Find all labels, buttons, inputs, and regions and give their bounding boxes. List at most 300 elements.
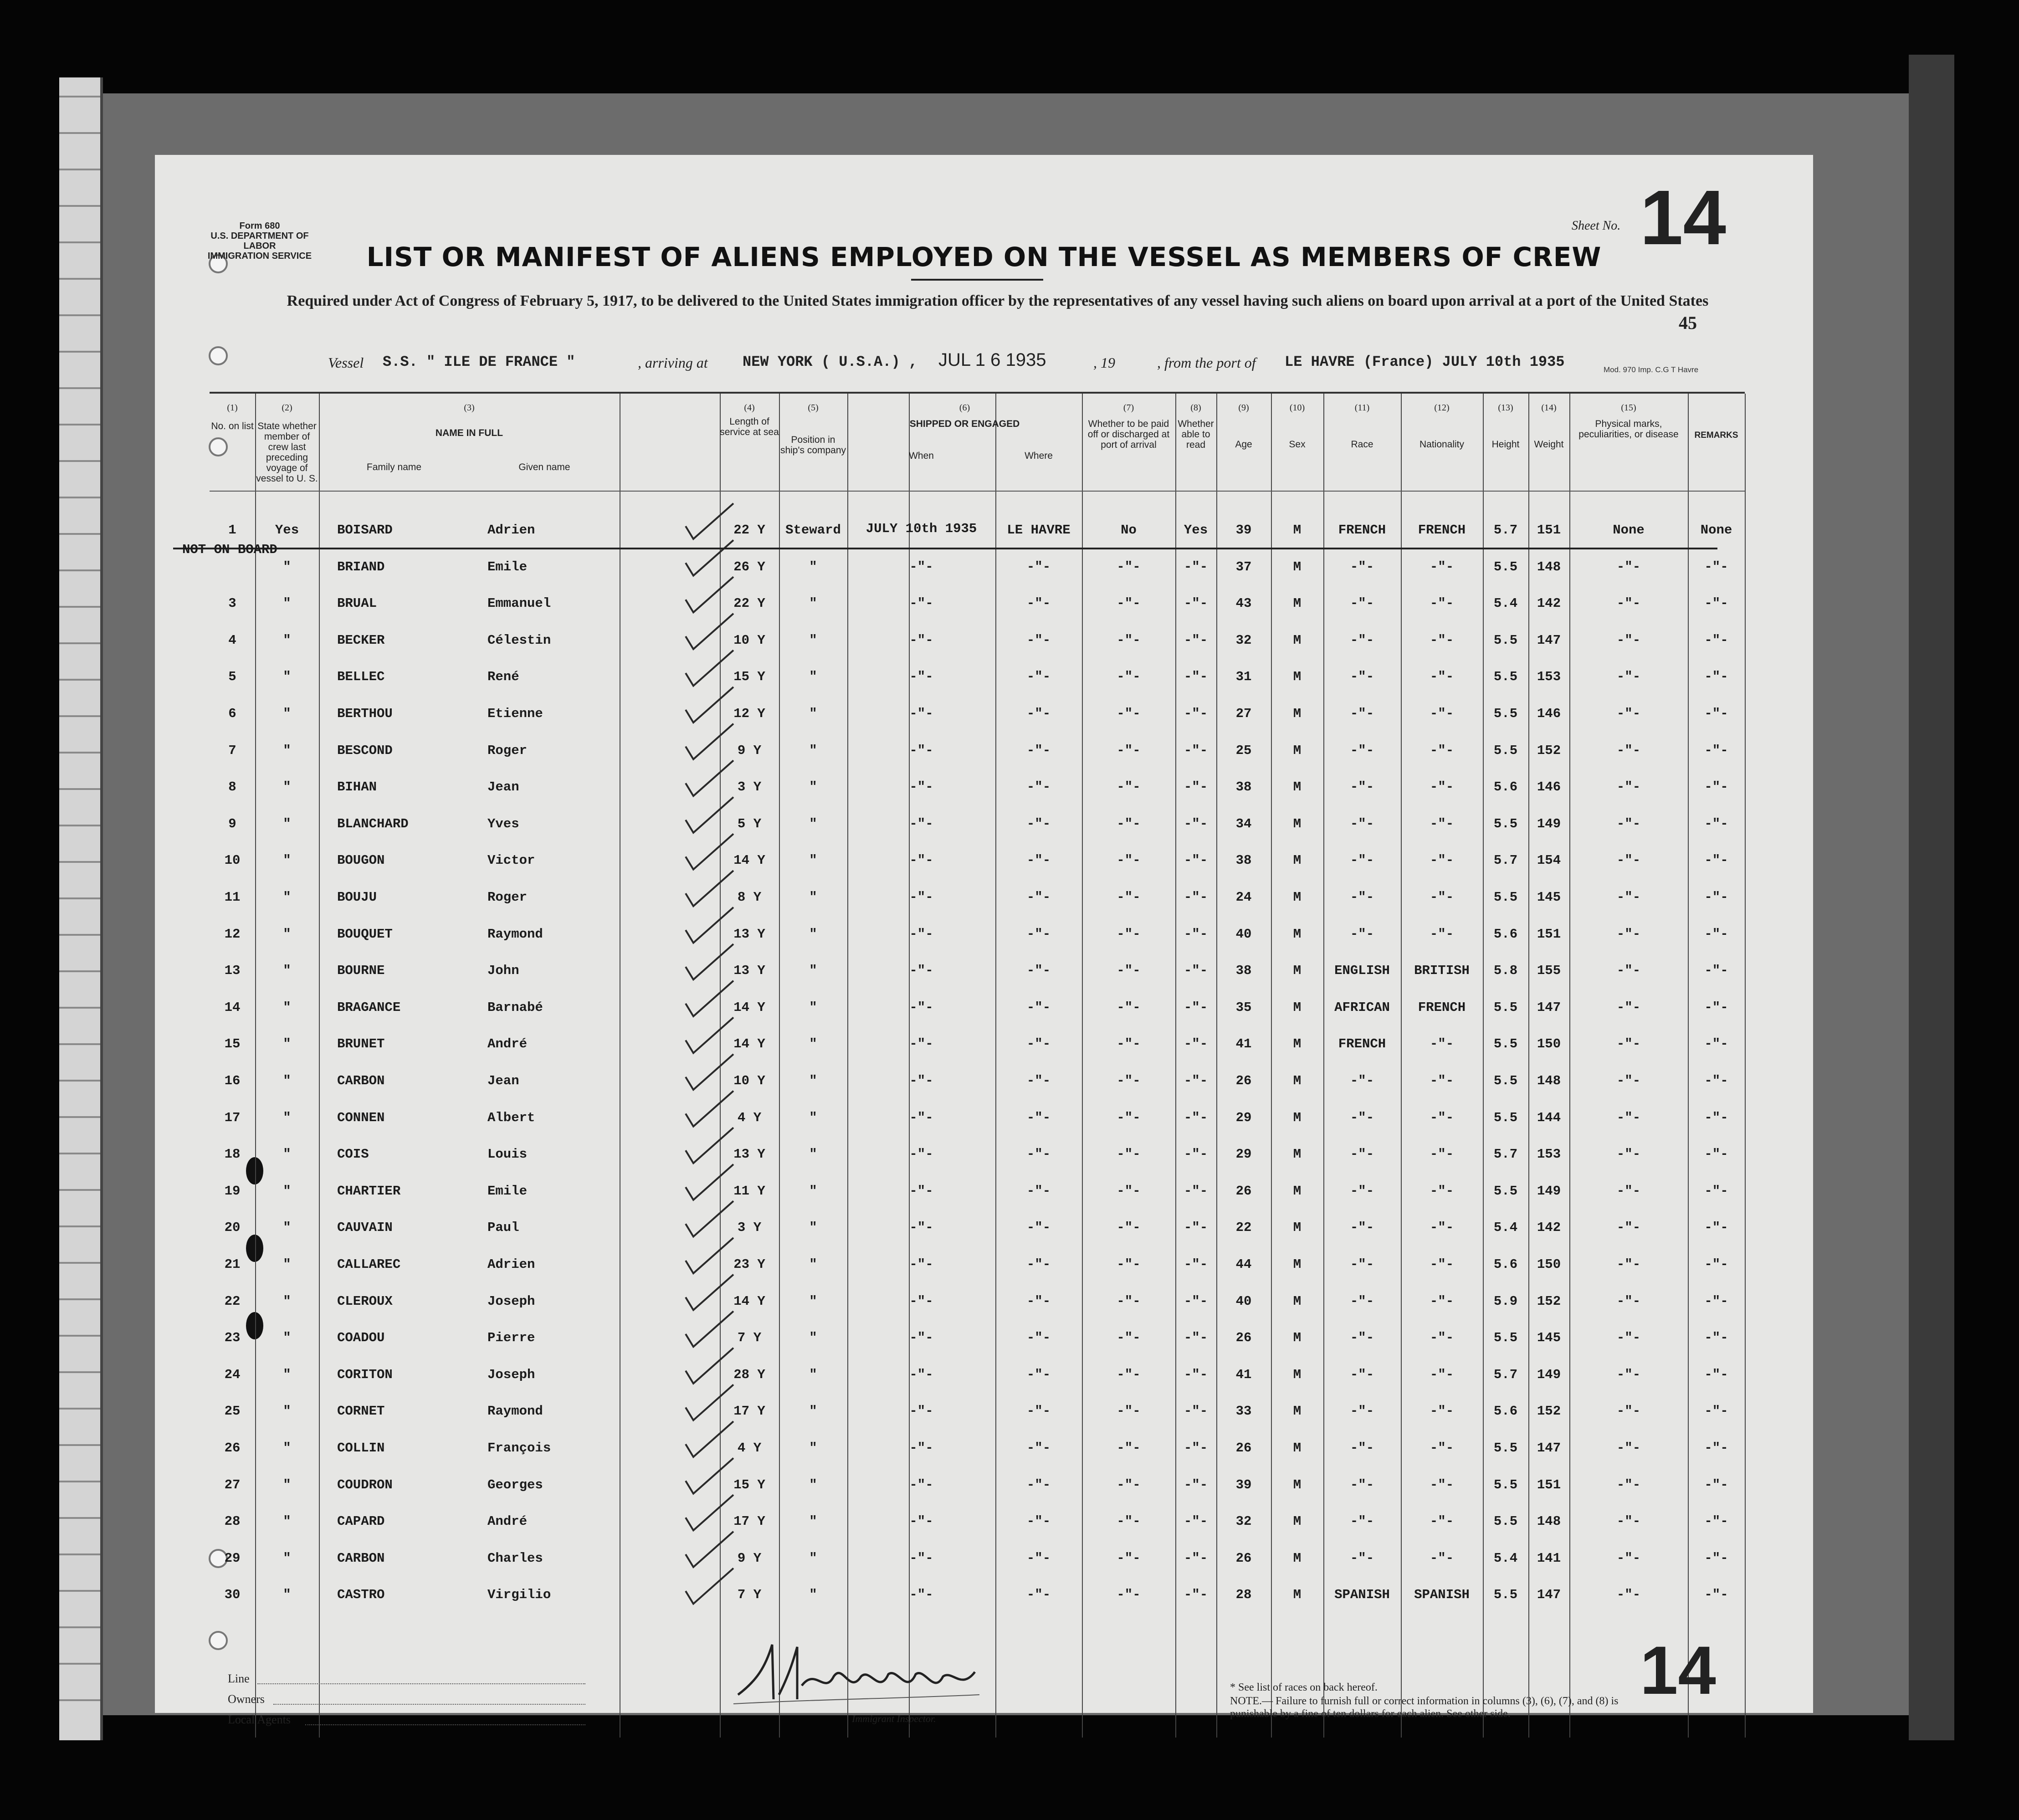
crew-cell-length: 11 Y — [733, 1183, 765, 1199]
edge-rule — [59, 752, 100, 754]
crew-cell-physical: -"- — [1616, 1257, 1641, 1272]
crew-cell-age: 34 — [1235, 816, 1252, 831]
crew-cell-prev: " — [283, 1477, 291, 1492]
crew-cell-when: -"- — [909, 743, 933, 758]
crew-cell-paid: -"- — [1117, 1514, 1141, 1529]
edge-rule — [59, 314, 100, 316]
crew-cell-where: -"- — [1026, 1000, 1051, 1015]
crew-cell-sex: M — [1293, 1183, 1302, 1199]
crew-cell-paid: -"- — [1117, 853, 1141, 868]
crew-cell-position: " — [809, 596, 817, 611]
check-mark — [686, 1532, 733, 1567]
crew-cell-where: LE HAVRE — [1007, 523, 1071, 538]
crew-cell-age: 43 — [1235, 596, 1252, 611]
crew-cell-read: -"- — [1184, 1220, 1208, 1236]
header-no: No. on list — [211, 421, 254, 431]
check-mark — [686, 1128, 733, 1163]
print-note: Mod. 970 Imp. C.G T Havre — [1604, 365, 1699, 374]
edge-rule — [59, 241, 100, 243]
crew-cell-nationality: -"- — [1430, 1330, 1454, 1346]
crew-cell-remarks: -"- — [1704, 1036, 1728, 1052]
header-race: Race — [1351, 439, 1373, 450]
crew-cell-physical: -"- — [1616, 1293, 1641, 1309]
crew-cell-age: 38 — [1235, 779, 1252, 795]
crew-cell-height: 5.5 — [1493, 743, 1518, 758]
crew-cell-age: 44 — [1235, 1257, 1252, 1272]
crew-cell-length: 3 Y — [737, 779, 762, 795]
crew-cell-read: -"- — [1184, 1183, 1208, 1199]
crew-cell-weight: 150 — [1537, 1257, 1561, 1272]
crew-cell-physical: -"- — [1616, 890, 1641, 905]
crew-cell-no: 7 — [228, 743, 236, 758]
crew-cell-age: 26 — [1235, 1330, 1252, 1346]
check-mark — [686, 1201, 733, 1236]
crew-cell-age: 38 — [1235, 963, 1252, 979]
crew-cell-weight: 151 — [1537, 523, 1561, 538]
crew-cell-nationality: -"- — [1430, 779, 1454, 795]
crew-cell-race: -"- — [1350, 1441, 1374, 1456]
manifest-sheet — [155, 155, 1813, 1726]
crew-cell-given: René — [487, 669, 519, 685]
crew-cell-race: -"- — [1350, 743, 1374, 758]
crew-cell-no: 10 — [224, 853, 241, 868]
edge-rule — [59, 934, 100, 936]
edge-rule — [59, 788, 100, 790]
crew-cell-family: BELLEC — [337, 669, 385, 685]
crew-cell-nationality: -"- — [1430, 1036, 1454, 1052]
check-marks — [210, 394, 1745, 1738]
edge-rule — [59, 387, 100, 389]
crew-cell-height: 5.5 — [1493, 816, 1518, 831]
crew-cell-given: Roger — [487, 890, 528, 905]
crew-cell-race: -"- — [1350, 1330, 1374, 1346]
crew-cell-weight: 153 — [1537, 669, 1561, 685]
crew-cell-length: 17 Y — [733, 1514, 765, 1529]
crew-cell-paid: -"- — [1117, 1587, 1141, 1603]
check-mark — [686, 834, 733, 869]
crew-cell-no: 16 — [224, 1073, 241, 1088]
crew-cell-weight: 145 — [1537, 1330, 1561, 1346]
crew-cell-nationality: -"- — [1430, 816, 1454, 831]
crew-cell-height: 5.7 — [1493, 853, 1518, 868]
check-mark — [686, 1568, 733, 1604]
crew-cell-read: -"- — [1184, 1367, 1208, 1382]
crew-cell-where: -"- — [1026, 779, 1051, 795]
crew-cell-height: 5.5 — [1493, 1330, 1518, 1346]
crew-cell-physical: -"- — [1616, 1147, 1641, 1162]
crew-cell-nationality: -"- — [1430, 1404, 1454, 1419]
crew-cell-read: -"- — [1184, 816, 1208, 831]
crew-cell-paid: -"- — [1117, 669, 1141, 685]
crew-cell-age: 26 — [1235, 1441, 1252, 1456]
crew-cell-physical: -"- — [1616, 559, 1641, 574]
crew-cell-sex: M — [1293, 1550, 1302, 1566]
crew-cell-height: 5.5 — [1493, 1183, 1518, 1199]
crew-cell-length: 7 Y — [737, 1587, 762, 1603]
crew-cell-family: CALLAREC — [337, 1257, 401, 1272]
crew-cell-given: Albert — [487, 1110, 535, 1125]
edge-rule — [59, 132, 100, 134]
crew-cell-weight: 146 — [1537, 779, 1561, 795]
edge-rule — [59, 1663, 100, 1665]
crew-cell-remarks: -"- — [1704, 1404, 1728, 1419]
crew-cell-sex: M — [1293, 816, 1302, 831]
crew-cell-age: 39 — [1235, 523, 1252, 538]
crew-cell-read: -"- — [1184, 1441, 1208, 1456]
crew-cell-remarks: -"- — [1704, 816, 1728, 831]
col-number: (1) — [227, 403, 238, 413]
crew-cell-where: -"- — [1026, 1183, 1051, 1199]
crew-cell-race: -"- — [1350, 1110, 1374, 1125]
crew-cell-age: 32 — [1235, 632, 1252, 648]
crew-cell-sex: M — [1293, 1367, 1302, 1382]
crew-cell-position: " — [809, 1477, 817, 1492]
crew-cell-when: -"- — [909, 963, 933, 979]
crew-cell-race: -"- — [1350, 1367, 1374, 1382]
crew-cell-position: " — [809, 1036, 817, 1052]
crew-cell-weight: 142 — [1537, 596, 1561, 611]
crew-cell-height: 5.5 — [1493, 1514, 1518, 1529]
crew-cell-height: 5.8 — [1493, 963, 1518, 979]
crew-cell-nationality: -"- — [1430, 632, 1454, 648]
crew-cell-physical: -"- — [1616, 1330, 1641, 1346]
header-shipped: SHIPPED OR ENGAGED — [909, 419, 1020, 429]
check-mark — [686, 1054, 733, 1090]
crew-cell-given: André — [487, 1036, 528, 1052]
crew-cell-weight: 145 — [1537, 890, 1561, 905]
crew-cell-remarks: -"- — [1704, 926, 1728, 942]
crew-cell-given: Roger — [487, 743, 528, 758]
crew-cell-length: 3 Y — [737, 1220, 762, 1236]
crew-cell-paid: -"- — [1117, 632, 1141, 648]
crew-cell-paid: -"- — [1117, 779, 1141, 795]
crew-cell-age: 35 — [1235, 1000, 1252, 1015]
crew-cell-physical: -"- — [1616, 816, 1641, 831]
edge-rule — [59, 679, 100, 681]
crew-cell-given: Raymond — [487, 1404, 543, 1419]
edge-rule — [59, 825, 100, 826]
crew-cell-where: -"- — [1026, 1293, 1051, 1309]
crew-cell-remarks: -"- — [1704, 1257, 1728, 1272]
crew-cell-physical: -"- — [1616, 1220, 1641, 1236]
check-mark — [686, 540, 733, 576]
crew-cell-weight: 152 — [1537, 1293, 1561, 1309]
edge-rule — [59, 1481, 100, 1482]
col-number: (13) — [1498, 403, 1513, 413]
edge-rule — [59, 1699, 100, 1701]
crew-cell-age: 39 — [1235, 1477, 1252, 1492]
edge-rule — [59, 278, 100, 280]
check-mark — [686, 1311, 733, 1347]
crew-cell-physical: -"- — [1616, 1441, 1641, 1456]
crew-cell-no: 18 — [224, 1147, 241, 1162]
edge-rule — [59, 205, 100, 207]
inspector-signature — [729, 1626, 984, 1713]
crew-cell-read: -"- — [1184, 963, 1208, 979]
crew-cell-age: 22 — [1235, 1220, 1252, 1236]
crew-cell-read: -"- — [1184, 706, 1208, 721]
crew-cell-age: 40 — [1235, 1293, 1252, 1309]
crew-cell-when: -"- — [909, 706, 933, 721]
crew-cell-family: CAPARD — [337, 1514, 385, 1529]
crew-cell-sex: M — [1293, 1293, 1302, 1309]
crew-cell-paid: -"- — [1117, 1293, 1141, 1309]
crew-cell-when: -"- — [909, 1183, 933, 1199]
crew-cell-remarks: -"- — [1704, 632, 1728, 648]
crew-cell-family: CASTRO — [337, 1587, 385, 1603]
crew-cell-remarks: -"- — [1704, 1147, 1728, 1162]
crew-cell-height: 5.5 — [1493, 1587, 1518, 1603]
crew-cell-physical: -"- — [1616, 779, 1641, 795]
crew-cell-position: " — [809, 743, 817, 758]
crew-cell-position: " — [809, 816, 817, 831]
crew-cell-age: 37 — [1235, 559, 1252, 574]
crew-cell-length: 22 Y — [733, 523, 765, 538]
crew-cell-given: Etienne — [487, 706, 543, 721]
crew-cell-paid: -"- — [1117, 1147, 1141, 1162]
check-mark — [686, 760, 733, 796]
crew-cell-age: 31 — [1235, 669, 1252, 685]
col-number: (3) — [464, 403, 475, 413]
check-mark — [686, 1348, 733, 1384]
crew-cell-where: -"- — [1026, 890, 1051, 905]
check-mark — [686, 1421, 733, 1457]
crew-cell-when: -"- — [909, 1587, 933, 1603]
crew-cell-physical: -"- — [1616, 632, 1641, 648]
edge-rule — [59, 497, 100, 498]
crew-cell-family: BOISARD — [337, 523, 393, 538]
crew-cell-where: -"- — [1026, 816, 1051, 831]
check-mark — [686, 1164, 733, 1200]
crew-cell-read: -"- — [1184, 632, 1208, 648]
crew-cell-read: -"- — [1184, 559, 1208, 574]
penalty-note: NOTE.— Failure to furnish full or correct information in columns (3), (6), (7), and (8) is punishable by a fine of ten dollars for each alien. See other side. — [1230, 1695, 1619, 1720]
inspector-label: Immigrant Inspector. — [852, 1713, 936, 1724]
local-agents-label: Local Agents — [228, 1713, 291, 1726]
crew-cell-height: 5.6 — [1493, 779, 1518, 795]
crew-cell-remarks: -"- — [1704, 1220, 1728, 1236]
crew-cell-sex: M — [1293, 1000, 1302, 1015]
crew-cell-read: -"- — [1184, 1147, 1208, 1162]
crew-cell-no: 22 — [224, 1293, 241, 1309]
crew-cell-sex: M — [1293, 1073, 1302, 1088]
crew-cell-sex: M — [1293, 1036, 1302, 1052]
crew-cell-no: 5 — [228, 669, 236, 685]
crew-cell-height: 5.4 — [1493, 596, 1518, 611]
crew-cell-no: 12 — [224, 926, 241, 942]
crew-cell-physical: -"- — [1616, 743, 1641, 758]
crew-cell-physical: -"- — [1616, 1587, 1641, 1603]
crew-cell-read: -"- — [1184, 926, 1208, 942]
crew-cell-length: 4 Y — [737, 1110, 762, 1125]
col-number: (9) — [1238, 403, 1249, 413]
crew-cell-when: -"- — [909, 926, 933, 942]
crew-cell-remarks: -"- — [1704, 1477, 1728, 1492]
crew-cell-when: -"- — [909, 1330, 933, 1346]
crew-cell-physical: -"- — [1616, 706, 1641, 721]
crew-cell-prev: " — [283, 596, 291, 611]
crew-cell-length: 5 Y — [737, 816, 762, 831]
crew-cell-height: 5.9 — [1493, 1293, 1518, 1309]
crew-cell-prev: " — [283, 1220, 291, 1236]
crew-cell-length: 14 Y — [733, 1293, 765, 1309]
crew-cell-read: -"- — [1184, 1404, 1208, 1419]
crew-cell-race: -"- — [1350, 1550, 1374, 1566]
crew-cell-remarks: -"- — [1704, 1110, 1728, 1125]
crew-cell-remarks: None — [1700, 523, 1732, 538]
crew-cell-read: -"- — [1184, 1587, 1208, 1603]
crew-cell-nationality: -"- — [1430, 1183, 1454, 1199]
vessel-name: S.S. " ILE DE FRANCE " — [383, 354, 575, 370]
crew-cell-age: 41 — [1235, 1367, 1252, 1382]
crew-cell-paid: -"- — [1117, 1220, 1141, 1236]
crew-cell-race: -"- — [1350, 890, 1374, 905]
crew-cell-nationality: -"- — [1430, 1477, 1454, 1492]
crew-cell-prev: " — [283, 743, 291, 758]
crew-cell-family: BRUAL — [337, 596, 377, 611]
header-position: Position in ship's company — [780, 435, 846, 456]
crew-cell-position: " — [809, 1550, 817, 1566]
crew-cell-where: -"- — [1026, 1110, 1051, 1125]
crew-cell-family: BERTHOU — [337, 706, 393, 721]
crew-cell-race: ENGLISH — [1334, 963, 1390, 979]
check-mark — [686, 1091, 733, 1127]
line-label: Line — [228, 1672, 250, 1685]
edge-rule — [59, 460, 100, 462]
crew-cell-prev: " — [283, 926, 291, 942]
crew-cell-family: BESCOND — [337, 743, 393, 758]
crew-cell-when: -"- — [909, 1404, 933, 1419]
crew-cell-weight: 153 — [1537, 1147, 1561, 1162]
crew-cell-paid: -"- — [1117, 963, 1141, 979]
crew-cell-length: 15 Y — [733, 1477, 765, 1492]
crew-cell-remarks: -"- — [1704, 743, 1728, 758]
crew-cell-read: -"- — [1184, 596, 1208, 611]
crew-cell-race: FRENCH — [1338, 523, 1386, 538]
crew-cell-given: Emmanuel — [487, 596, 551, 611]
edge-rule — [59, 1444, 100, 1446]
crew-cell-when: -"- — [909, 1477, 933, 1492]
crew-cell-given: Joseph — [487, 1293, 535, 1309]
crew-cell-when: -"- — [909, 1036, 933, 1052]
crew-table — [210, 392, 1745, 1738]
crew-cell-when: -"- — [909, 1367, 933, 1382]
crew-cell-given: Pierre — [487, 1330, 535, 1346]
crew-cell-family: BRUNET — [337, 1036, 385, 1052]
crew-cell-prev: " — [283, 1000, 291, 1015]
crew-cell-sex: M — [1293, 1587, 1302, 1603]
crew-cell-length: 15 Y — [733, 669, 765, 685]
crew-cell-weight: 155 — [1537, 963, 1561, 979]
crew-cell-family: COLLIN — [337, 1441, 385, 1456]
crew-cell-weight: 147 — [1537, 1000, 1561, 1015]
crew-cell-remarks: -"- — [1704, 853, 1728, 868]
check-mark — [686, 1017, 733, 1053]
crew-cell-prev: " — [283, 963, 291, 979]
crew-cell-height: 5.7 — [1493, 1147, 1518, 1162]
crew-cell-race: -"- — [1350, 1514, 1374, 1529]
crew-cell-family: CORNET — [337, 1404, 385, 1419]
crew-cell-remarks: -"- — [1704, 890, 1728, 905]
col-number: (7) — [1123, 403, 1134, 413]
check-mark — [686, 687, 733, 723]
edge-rule — [59, 1335, 100, 1337]
crew-cell-race: -"- — [1350, 559, 1374, 574]
crew-cell-weight: 147 — [1537, 1441, 1561, 1456]
vessel-label: Vessel — [328, 354, 364, 371]
col-number: (15) — [1621, 403, 1636, 413]
header-where: Where — [1025, 451, 1053, 461]
edge-rule — [59, 1626, 100, 1628]
crew-cell-where: -"- — [1026, 1220, 1051, 1236]
crew-cell-where: -"- — [1026, 669, 1051, 685]
crew-cell-sex: M — [1293, 779, 1302, 795]
crew-cell-length: 23 Y — [733, 1257, 765, 1272]
edge-rule — [59, 715, 100, 717]
crew-cell-family: CORITON — [337, 1367, 393, 1382]
crew-cell-nationality: SPANISH — [1414, 1587, 1470, 1603]
crew-cell-paid: -"- — [1117, 743, 1141, 758]
crew-cell-weight: 149 — [1537, 816, 1561, 831]
edge-rule — [59, 533, 100, 535]
check-mark — [686, 944, 733, 979]
crew-cell-age: 40 — [1235, 926, 1252, 942]
header-physical: Physical marks, peculiarities, or disease — [1578, 419, 1679, 440]
crew-cell-prev: Yes — [275, 523, 299, 538]
crew-cell-family: CAUVAIN — [337, 1220, 393, 1236]
crew-cell-no: 27 — [224, 1477, 241, 1492]
crew-cell-height: 5.6 — [1493, 1404, 1518, 1419]
crew-cell-when: -"- — [909, 1110, 933, 1125]
not-on-board-note: NOT ON BOARD — [182, 542, 277, 557]
crew-cell-physical: -"- — [1616, 1110, 1641, 1125]
crew-cell-remarks: -"- — [1704, 779, 1728, 795]
edge-rule — [59, 897, 100, 899]
edge-rule — [59, 1007, 100, 1009]
departure-port: LE HAVRE (France) JULY 10th 1935 — [1285, 354, 1565, 370]
crew-cell-length: 13 Y — [733, 963, 765, 979]
crew-cell-when: -"- — [909, 890, 933, 905]
edge-rule — [59, 1408, 100, 1410]
check-mark — [686, 1495, 733, 1530]
crew-cell-no: 20 — [224, 1220, 241, 1236]
check-mark — [686, 871, 733, 906]
crew-cell-no: 26 — [224, 1441, 241, 1456]
crew-cell-weight: 146 — [1537, 706, 1561, 721]
crew-cell-no: 15 — [224, 1036, 241, 1052]
crew-cell-prev: " — [283, 669, 291, 685]
crew-cell-where: -"- — [1026, 559, 1051, 574]
crew-cell-age: 24 — [1235, 890, 1252, 905]
crew-cell-length: 9 Y — [737, 743, 762, 758]
crew-cell-remarks: -"- — [1704, 1000, 1728, 1015]
crew-cell-remarks: -"- — [1704, 1367, 1728, 1382]
edge-rule — [59, 1189, 100, 1191]
crew-cell-weight: 152 — [1537, 743, 1561, 758]
check-mark — [686, 1238, 733, 1273]
crew-cell-height: 5.5 — [1493, 1441, 1518, 1456]
crew-cell-position: Steward — [785, 523, 841, 538]
crew-cell-paid: -"- — [1117, 1330, 1141, 1346]
crew-cell-paid: -"- — [1117, 1073, 1141, 1088]
crew-cell-position: " — [809, 632, 817, 648]
crew-cell-no: 14 — [224, 1000, 241, 1015]
crew-cell-family: BRIAND — [337, 559, 385, 574]
edge-rule — [59, 96, 100, 97]
crew-cell-family: CONNEN — [337, 1110, 385, 1125]
crew-cell-length: 10 Y — [733, 1073, 765, 1088]
col-number: (5) — [808, 403, 819, 413]
